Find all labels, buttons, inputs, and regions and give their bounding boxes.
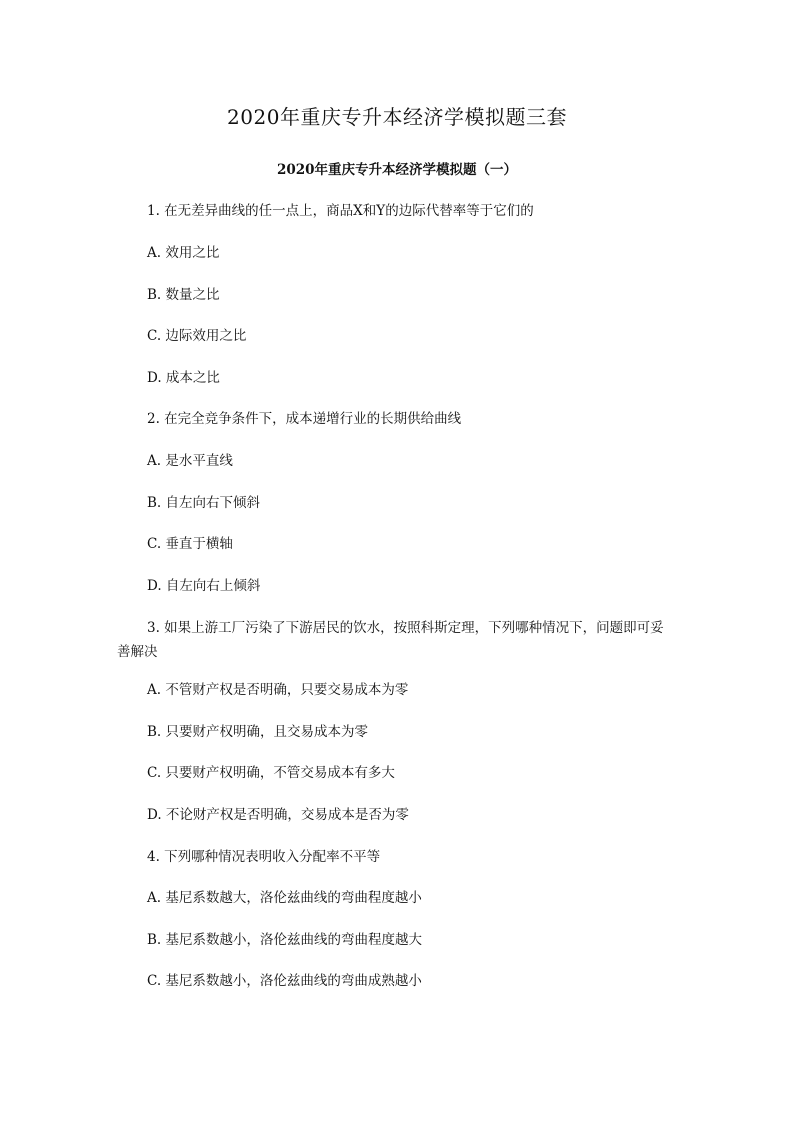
question-2-option-d: D. 自左向右上倾斜 bbox=[147, 578, 261, 594]
question-1-option-a: A. 效用之比 bbox=[147, 245, 220, 261]
question-3-option-d: D. 不论财产权是否明确，交易成本是否为零 bbox=[147, 807, 409, 823]
question-2-option-a: A. 是水平直线 bbox=[147, 453, 233, 469]
question-4-option-a: A. 基尼系数越大，洛伦兹曲线的弯曲程度越小 bbox=[147, 890, 422, 906]
question-4-option-c: C. 基尼系数越小，洛伦兹曲线的弯曲成熟越小 bbox=[147, 973, 422, 989]
question-3: 3. 如果上游工厂污染了下游居民的饮水，按照科斯定理，下列哪种情况下，问题即可妥善解决 bbox=[117, 620, 664, 660]
question-1: 1. 在无差异曲线的任一点上，商品X和Y的边际代替率等于它们的 bbox=[147, 203, 534, 219]
question-3-option-a: A. 不管财产权是否明确，只要交易成本为零 bbox=[147, 682, 409, 698]
document-subtitle: 2020年重庆专升本经济学模拟题（一） bbox=[276, 162, 518, 178]
question-1-option-d: D. 成本之比 bbox=[147, 370, 220, 386]
question-2-option-b: B. 自左向右下倾斜 bbox=[147, 495, 261, 511]
question-1-option-c: C. 边际效用之比 bbox=[147, 328, 247, 344]
question-4: 4. 下列哪种情况表明收入分配率不平等 bbox=[147, 849, 381, 865]
question-3-option-b: B. 只要财产权明确，且交易成本为零 bbox=[147, 724, 369, 740]
question-2: 2. 在完全竞争条件下，成本递增行业的长期供给曲线 bbox=[147, 411, 462, 427]
question-3-option-c: C. 只要财产权明确，不管交易成本有多大 bbox=[147, 765, 395, 781]
question-2-option-c: C. 垂直于横轴 bbox=[147, 536, 233, 552]
document-title: 2020年重庆专升本经济学模拟题三套 bbox=[227, 105, 567, 129]
question-1-option-b: B. 数量之比 bbox=[147, 287, 220, 303]
question-4-option-b: B. 基尼系数越小，洛伦兹曲线的弯曲程度越大 bbox=[147, 932, 423, 948]
